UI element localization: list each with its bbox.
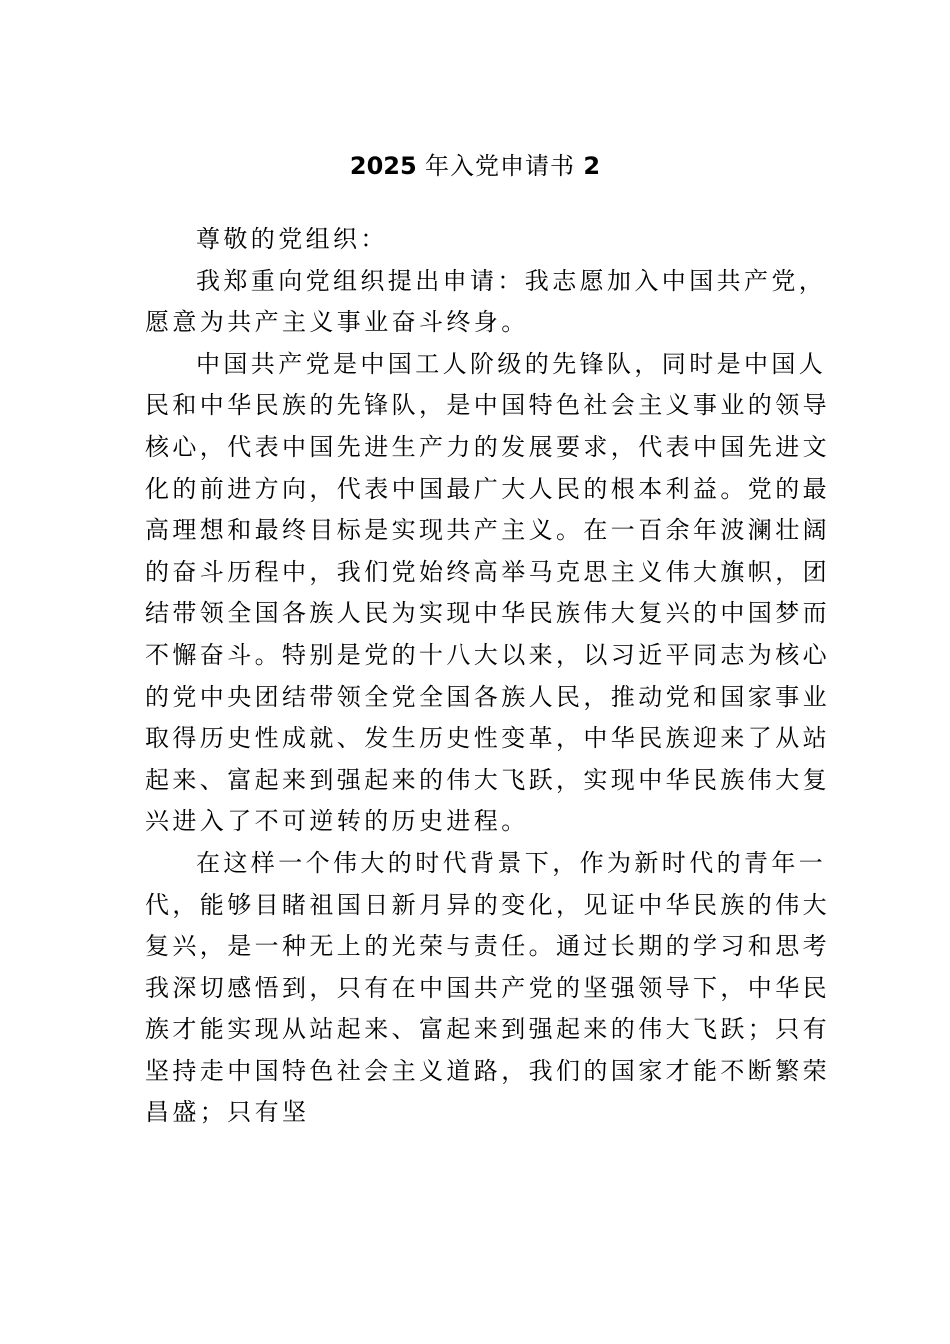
title-number: 2: [583, 152, 601, 180]
title-text: 年入党申请书: [425, 152, 576, 180]
paragraph-2-line: 的奋斗历程中，我们党始终高举马克思主义伟大旗帜，团: [145, 557, 830, 586]
paragraph-3-line: 复兴，是一种无上的光荣与责任。通过长期的学习和思考: [145, 932, 830, 961]
paragraph-2-line: 的党中央团结带领全党全国各族人民，推动党和国家事业: [145, 682, 830, 711]
paragraph-2-line: 不懈奋斗。特别是党的十八大以来，以习近平同志为核心: [145, 640, 830, 669]
paragraph-1-line: 愿意为共产主义事业奋斗终身。: [145, 308, 529, 337]
salutation: 尊敬的党组织：: [196, 225, 388, 253]
paragraph-2-line: 核心，代表中国先进生产力的发展要求，代表中国先进文: [145, 432, 830, 461]
paragraph-2-line: 民和中华民族的先锋队，是中国特色社会主义事业的领导: [145, 391, 830, 420]
paragraph-3-line: 坚持走中国特色社会主义道路，我们的国家才能不断繁荣: [145, 1056, 830, 1085]
paragraph-1-line: 我郑重向党组织提出申请：我志愿加入中国共产党，: [196, 266, 827, 295]
paragraph-2-line: 起来、富起来到强起来的伟大飞跃，实现中华民族伟大复: [145, 765, 830, 794]
paragraph-3-line: 我深切感悟到，只有在中国共产党的坚强领导下，中华民: [145, 973, 830, 1002]
paragraph-3-line: 代，能够目睹祖国日新月异的变化，见证中华民族的伟大: [145, 890, 830, 919]
paragraph-3-line: 在这样一个伟大的时代背景下，作为新时代的青年一: [196, 848, 827, 877]
paragraph-2-line: 结带领全国各族人民为实现中华民族伟大复兴的中国梦而: [145, 599, 830, 628]
document-title: [0, 150, 950, 182]
paragraph-2-line: 化的前进方向，代表中国最广大人民的根本利益。党的最: [145, 474, 830, 503]
title-year: 2025: [349, 152, 417, 180]
document-body: [145, 219, 845, 1134]
paragraph-2-line: 取得历史性成就、发生历史性变革，中华民族迎来了从站: [145, 724, 830, 753]
paragraph-3-line: 族才能实现从站起来、富起来到强起来的伟大飞跃；只有: [145, 1015, 830, 1044]
paragraph-3-line: 昌盛；只有坚: [145, 1098, 310, 1127]
paragraph-2-line: 兴进入了不可逆转的历史进程。: [145, 807, 529, 836]
paragraph-2-line: 中国共产党是中国工人阶级的先锋队，同时是中国人: [196, 349, 827, 378]
paragraph-2-line: 高理想和最终目标是实现共产主义。在一百余年波澜壮阔: [145, 516, 830, 545]
